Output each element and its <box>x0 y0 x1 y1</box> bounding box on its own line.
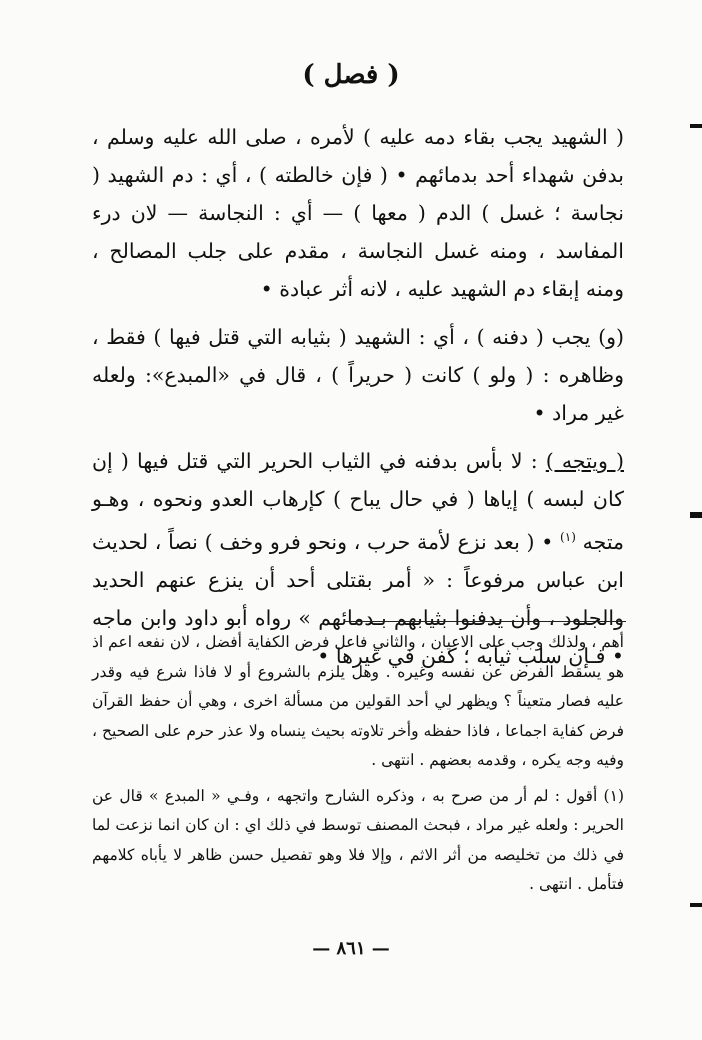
section-heading: ( فصل ) <box>302 60 400 90</box>
footnote-divider <box>344 621 626 622</box>
footnotes <box>92 628 624 900</box>
paragraph-3-text-a: : لا بأس بدفنه في الثياب الحرير التي قتل فيها ( إن كان لبسه ) إياها ( في حال يباح ) كإرهاب العدو ونحوه ، وهـو متجه <box>92 449 624 554</box>
margin-mark <box>690 512 702 518</box>
main-text <box>92 118 624 681</box>
margin-mark <box>690 124 702 128</box>
paragraph-3-lead: ( ويتجه ) <box>545 449 624 473</box>
paragraph-1: ( الشهيد يجب بقاء دمه عليه ) لأمره ، صلى الله عليه وسلم ، بدفن شهداء أحد بدمائهم • ( فإن خالطته ) ، أي : دم الشهيد ( نجاسة ؛ غسل ) الدم ( معها ) — أي : النجاسة — لان درء المفاسد ، ومنه غسل النجاسة ، مقدم على جلب المصالح ، ومنه إبقاء دم الشهيد عليه ، لانه أثر عبادة • <box>92 125 624 301</box>
paragraph-2: (و) يجب ( دفنه ) ، أي : الشهيد ( بثيابه التي قتل فيها ) فقط ، وظاهره : ( ولو ) كانت ( حريراً ) ، قال في «المبدع»: ولعله غير مراد • <box>92 325 624 425</box>
footnote-reference: (١) <box>560 530 576 544</box>
footnote-1: (١) أقول : لم أر من صرح به ، وذكره الشارح واتجهه ، وفـي « المبدع » قال عن الحرير : ولعله غير مراد ، فبحث المصنف توسط في ذلك اي : ان كان انما نزعت لما في ذلك من تخليصه من أثر الاثم ، وإلا فلا وهو تفصيل حسن ظاهر لا يأباه كلامهم فتأمل . انتهى . <box>92 786 624 893</box>
margin-mark <box>690 903 702 907</box>
page-number: — ٨٦١ — <box>312 938 390 959</box>
footnote-continuation: أهم ، ولذلك وجب على الاعيان ، والثاني فاعل فرض الكفاية أفضل ، لان نفعه اعم اذ هو يسقط الفرض عن نفسه وغيره . وهل يلزم بالشروع أو لا فاذا شرع فيه وقدر عليه فصار متعيناً ؟ ويظهر لي أحد القولين من مسألة اخرى ، وهي أن حفظ القرآن فرض كفاية اجماعا ، فاذا حفظه وأخر تلاوته بحيث ينساه ولا عذر حرم على الصحيح ، وفيه وجه يكره ، وقدمه بعضهم . انتهى . <box>92 633 624 769</box>
paragraph-3-text-b: • ( بعد نزع لأمة حرب ، ونحو فرو وخف ) نصاً ، لحديث ابن عباس مرفوعاً : « أمر بقتلى أحد أن ينزع عنهم الحديد والجلود ، وأن يدفنوا بثيابهم بـدمائهم » رواه أبو داود وابن ماجه • فـإن سلب ثيابه ؛ كفن في غيرها • <box>92 529 624 668</box>
